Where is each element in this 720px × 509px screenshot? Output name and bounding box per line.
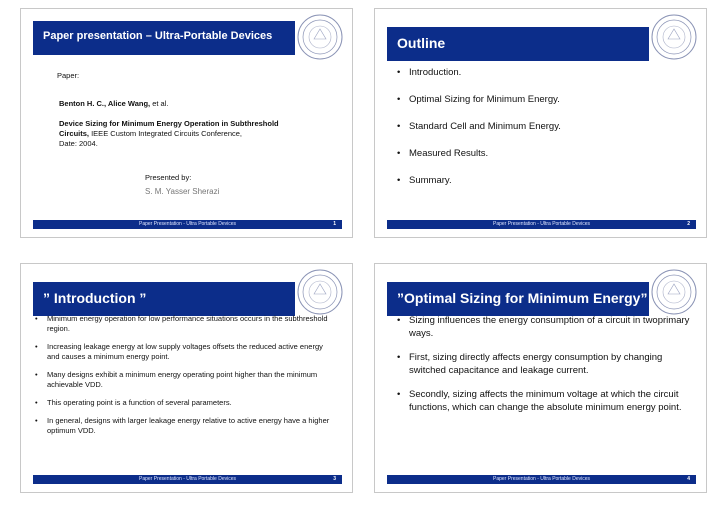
list-item: • Sizing influences the energy consumption of a circuit in twoprimary ways. bbox=[397, 314, 693, 340]
list-item: • Many designs exhibit a minimum energy operating point higher than the minimum achievable VDD. bbox=[35, 370, 335, 390]
list-item: • Secondly, sizing affects the minimum voltage at which the circuit functions, which can change the absolute minimum energy point. bbox=[397, 388, 693, 414]
list-item: • Minimum energy operation for low performance situations occurs in the subthreshold region. bbox=[35, 314, 335, 334]
list-item: • First, sizing directly affects energy consumption by changing switched capacitance and leakage current. bbox=[397, 351, 693, 377]
list-item: • Summary. bbox=[397, 175, 561, 187]
page-number: 1 bbox=[333, 221, 336, 227]
footer-text: Paper Presentation - Ultra Portable Devices bbox=[493, 221, 590, 227]
authors bbox=[59, 99, 168, 109]
paper-label: Paper: bbox=[57, 71, 80, 80]
paper-title-end: Circuits, bbox=[59, 129, 90, 138]
footer-text: Paper Presentation - Ultra Portable Devices bbox=[139, 476, 236, 482]
slide-2 bbox=[374, 8, 707, 238]
page-number: 4 bbox=[687, 476, 690, 482]
presenter-name: S. M. Yasser Sherazi bbox=[145, 187, 220, 196]
paper-date: Date: 2004. bbox=[59, 139, 98, 148]
list-item: • Optimal Sizing for Minimum Energy. bbox=[397, 94, 561, 106]
slide-1-title-bar bbox=[33, 21, 295, 55]
page-number: 3 bbox=[333, 476, 336, 482]
slide-3 bbox=[20, 263, 353, 493]
paper-title-line-2 bbox=[59, 129, 339, 139]
slide-1-title: Paper presentation – Ultra-Portable Devices bbox=[43, 30, 273, 42]
authors-names: Benton H. C., Alice Wang, bbox=[59, 99, 151, 108]
paper-citation bbox=[59, 119, 339, 149]
list-item: • This operating point is a function of several parameters. bbox=[35, 398, 335, 408]
slide-2-footer bbox=[387, 220, 696, 229]
university-seal-icon bbox=[650, 13, 698, 61]
slide-1 bbox=[20, 8, 353, 238]
slide-4 bbox=[374, 263, 707, 493]
university-seal-icon bbox=[650, 268, 698, 316]
presented-by-label: Presented by: bbox=[145, 173, 192, 182]
list-item: • Increasing leakage energy at low supply voltages offsets the reduced active energy and causes a minimum energy point. bbox=[35, 342, 335, 362]
optimal-sizing-list bbox=[397, 314, 693, 425]
slide-4-title-bar bbox=[387, 282, 649, 316]
list-item: • Standard Cell and Minimum Energy. bbox=[397, 121, 561, 133]
slide-4-title: ”Optimal Sizing for Minimum Energy” bbox=[397, 290, 648, 306]
slide-3-footer bbox=[33, 475, 342, 484]
slide-4-footer bbox=[387, 475, 696, 484]
university-seal-icon bbox=[296, 13, 344, 61]
footer-text: Paper Presentation - Ultra Portable Devices bbox=[493, 476, 590, 482]
conference: IEEE Custom Integrated Circuits Conference, bbox=[89, 129, 243, 138]
outline-list bbox=[397, 67, 561, 202]
slide-3-title-bar bbox=[33, 282, 295, 316]
slide-2-title-bar bbox=[387, 27, 649, 61]
slide-1-footer bbox=[33, 220, 342, 229]
university-seal-icon bbox=[296, 268, 344, 316]
authors-suffix: et al. bbox=[150, 99, 169, 108]
list-item: • In general, designs with larger leakage energy relative to active energy have a higher optimum VDD. bbox=[35, 416, 335, 436]
list-item: • Introduction. bbox=[397, 67, 561, 79]
introduction-list bbox=[35, 314, 335, 444]
page-number: 2 bbox=[687, 221, 690, 227]
footer-text: Paper Presentation - Ultra Portable Devices bbox=[139, 221, 236, 227]
slide-2-title: Outline bbox=[397, 35, 446, 51]
slide-3-title: ” Introduction ” bbox=[43, 290, 147, 306]
list-item: • Measured Results. bbox=[397, 148, 561, 160]
paper-title-line-1: Device Sizing for Minimum Energy Operation in Subthreshold bbox=[59, 119, 279, 128]
